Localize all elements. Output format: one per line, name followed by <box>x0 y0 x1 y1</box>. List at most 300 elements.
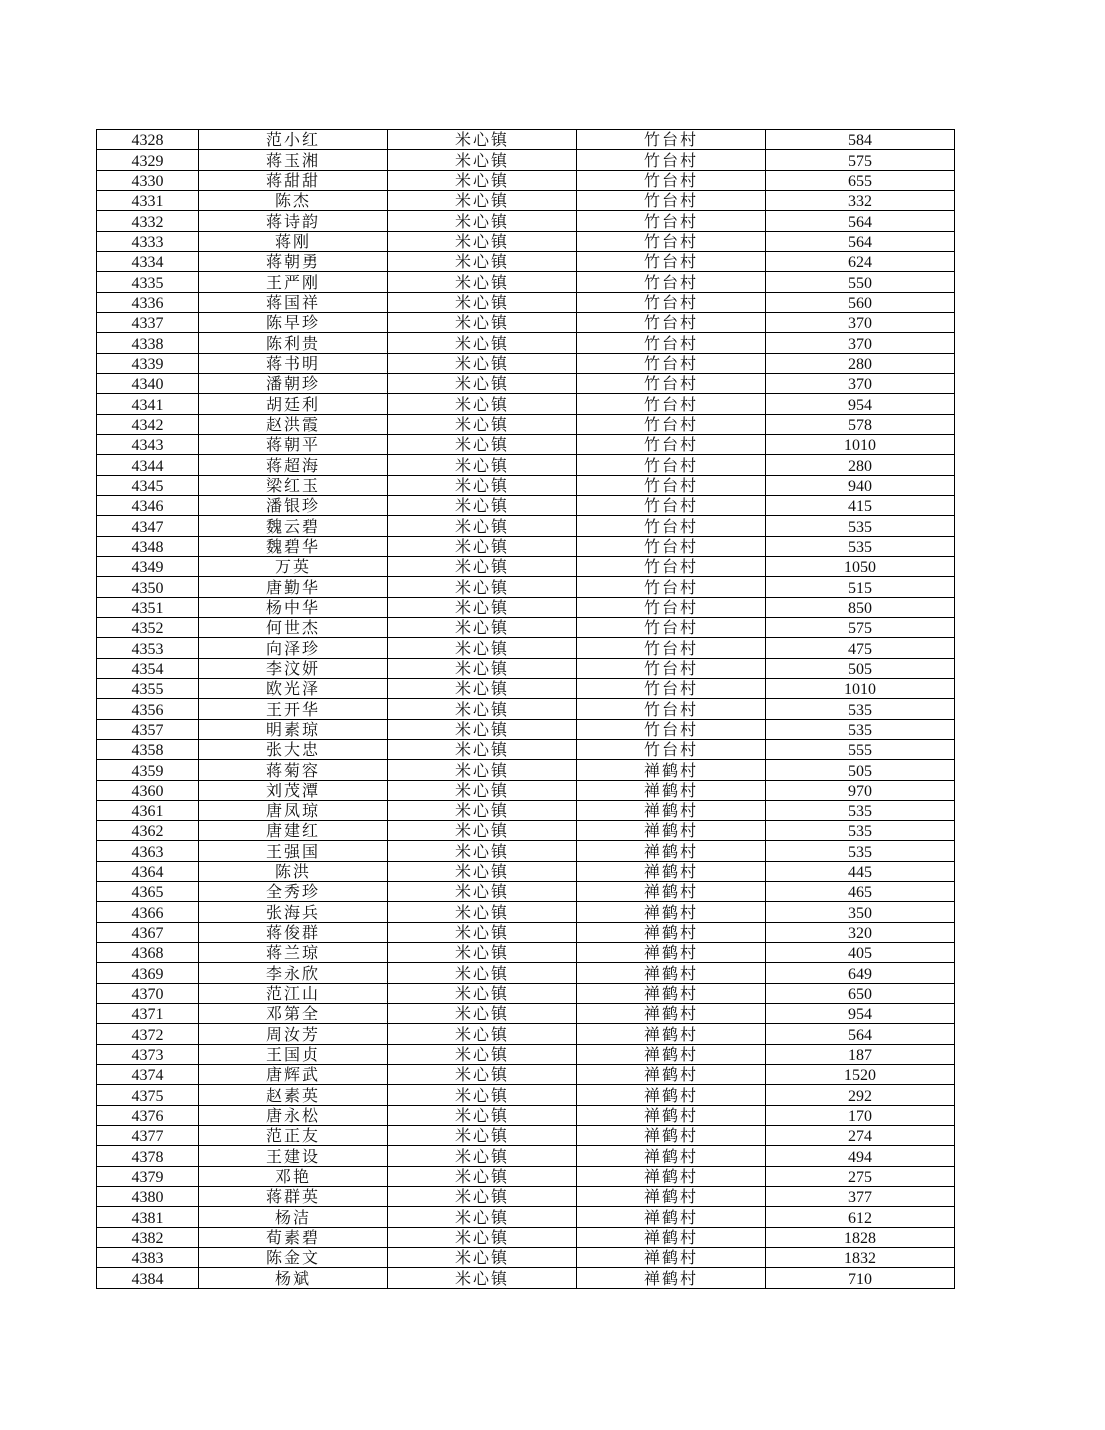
row-id-cell: 4347 <box>97 516 199 536</box>
town-cell: 米心镇 <box>388 1207 577 1227</box>
table-row <box>97 292 955 312</box>
village-cell: 禅鹤村 <box>577 1085 766 1105</box>
table-row <box>97 577 955 597</box>
row-id-cell: 4354 <box>97 658 199 678</box>
row-id-cell: 4382 <box>97 1227 199 1247</box>
row-id-cell: 4344 <box>97 455 199 475</box>
table-row <box>97 943 955 963</box>
name-cell: 欧光泽 <box>199 678 388 698</box>
amount-cell: 370 <box>766 373 955 393</box>
town-cell: 米心镇 <box>388 1268 577 1288</box>
town-cell: 米心镇 <box>388 983 577 1003</box>
town-cell: 米心镇 <box>388 841 577 861</box>
amount-cell: 415 <box>766 495 955 515</box>
name-cell: 蒋菊容 <box>199 760 388 780</box>
row-id-cell: 4366 <box>97 902 199 922</box>
amount-cell: 377 <box>766 1187 955 1207</box>
amount-cell: 560 <box>766 292 955 312</box>
table-row <box>97 841 955 861</box>
table-row <box>97 1085 955 1105</box>
row-id-cell: 4336 <box>97 292 199 312</box>
name-cell: 李汶妍 <box>199 658 388 678</box>
table-row <box>97 1187 955 1207</box>
table-row <box>97 902 955 922</box>
name-cell: 全秀珍 <box>199 882 388 902</box>
amount-cell: 405 <box>766 943 955 963</box>
amount-cell: 1828 <box>766 1227 955 1247</box>
table-row <box>97 739 955 759</box>
amount-cell: 564 <box>766 231 955 251</box>
village-cell: 竹台村 <box>577 190 766 210</box>
table-row <box>97 719 955 739</box>
row-id-cell: 4340 <box>97 373 199 393</box>
name-cell: 陈洪 <box>199 861 388 881</box>
village-cell: 禅鹤村 <box>577 1044 766 1064</box>
table-body <box>97 130 955 1289</box>
village-cell: 禅鹤村 <box>577 1065 766 1085</box>
name-cell: 唐勤华 <box>199 577 388 597</box>
amount-cell: 575 <box>766 617 955 637</box>
town-cell: 米心镇 <box>388 1065 577 1085</box>
village-cell: 竹台村 <box>577 170 766 190</box>
village-cell: 竹台村 <box>577 495 766 515</box>
name-cell: 明素琼 <box>199 719 388 739</box>
village-cell: 竹台村 <box>577 150 766 170</box>
village-cell: 竹台村 <box>577 373 766 393</box>
amount-cell: 332 <box>766 190 955 210</box>
amount-cell: 970 <box>766 780 955 800</box>
table-row <box>97 1166 955 1186</box>
amount-cell: 494 <box>766 1146 955 1166</box>
name-cell: 胡廷利 <box>199 394 388 414</box>
amount-cell: 505 <box>766 658 955 678</box>
table-row <box>97 414 955 434</box>
name-cell: 王国贞 <box>199 1044 388 1064</box>
name-cell: 赵洪霞 <box>199 414 388 434</box>
row-id-cell: 4351 <box>97 597 199 617</box>
village-cell: 禅鹤村 <box>577 760 766 780</box>
name-cell: 邓第全 <box>199 1004 388 1024</box>
row-id-cell: 4376 <box>97 1105 199 1125</box>
row-id-cell: 4381 <box>97 1207 199 1227</box>
row-id-cell: 4373 <box>97 1044 199 1064</box>
village-cell: 禅鹤村 <box>577 821 766 841</box>
town-cell: 米心镇 <box>388 1085 577 1105</box>
row-id-cell: 4377 <box>97 1126 199 1146</box>
village-cell: 竹台村 <box>577 556 766 576</box>
town-cell: 米心镇 <box>388 943 577 963</box>
table-row <box>97 1065 955 1085</box>
name-cell: 王强国 <box>199 841 388 861</box>
row-id-cell: 4339 <box>97 353 199 373</box>
name-cell: 陈利贵 <box>199 333 388 353</box>
row-id-cell: 4367 <box>97 922 199 942</box>
amount-cell: 370 <box>766 333 955 353</box>
row-id-cell: 4333 <box>97 231 199 251</box>
village-cell: 禅鹤村 <box>577 983 766 1003</box>
village-cell: 竹台村 <box>577 699 766 719</box>
village-cell: 竹台村 <box>577 719 766 739</box>
town-cell: 米心镇 <box>388 414 577 434</box>
town-cell: 米心镇 <box>388 190 577 210</box>
town-cell: 米心镇 <box>388 455 577 475</box>
town-cell: 米心镇 <box>388 394 577 414</box>
village-cell: 禅鹤村 <box>577 841 766 861</box>
name-cell: 蒋朝勇 <box>199 251 388 271</box>
table-row <box>97 312 955 332</box>
row-id-cell: 4338 <box>97 333 199 353</box>
name-cell: 荀素碧 <box>199 1227 388 1247</box>
table-row <box>97 780 955 800</box>
name-cell: 蒋朝平 <box>199 434 388 454</box>
name-cell: 范小红 <box>199 130 388 150</box>
row-id-cell: 4346 <box>97 495 199 515</box>
table-row <box>97 1248 955 1268</box>
town-cell: 米心镇 <box>388 1105 577 1125</box>
name-cell: 梁红玉 <box>199 475 388 495</box>
table-row <box>97 597 955 617</box>
town-cell: 米心镇 <box>388 638 577 658</box>
table-row <box>97 1126 955 1146</box>
amount-cell: 584 <box>766 130 955 150</box>
village-cell: 竹台村 <box>577 638 766 658</box>
name-cell: 张海兵 <box>199 902 388 922</box>
row-id-cell: 4362 <box>97 821 199 841</box>
village-cell: 禅鹤村 <box>577 1268 766 1288</box>
town-cell: 米心镇 <box>388 495 577 515</box>
village-cell: 禅鹤村 <box>577 922 766 942</box>
table-row <box>97 1004 955 1024</box>
row-id-cell: 4374 <box>97 1065 199 1085</box>
town-cell: 米心镇 <box>388 1166 577 1186</box>
amount-cell: 624 <box>766 251 955 271</box>
amount-cell: 1010 <box>766 434 955 454</box>
village-cell: 禅鹤村 <box>577 1126 766 1146</box>
town-cell: 米心镇 <box>388 577 577 597</box>
table-row <box>97 190 955 210</box>
table-row <box>97 1024 955 1044</box>
row-id-cell: 4365 <box>97 882 199 902</box>
table-row <box>97 1227 955 1247</box>
table-row <box>97 536 955 556</box>
village-cell: 竹台村 <box>577 434 766 454</box>
name-cell: 王建设 <box>199 1146 388 1166</box>
row-id-cell: 4380 <box>97 1187 199 1207</box>
amount-cell: 649 <box>766 963 955 983</box>
row-id-cell: 4329 <box>97 150 199 170</box>
row-id-cell: 4378 <box>97 1146 199 1166</box>
row-id-cell: 4337 <box>97 312 199 332</box>
town-cell: 米心镇 <box>388 1227 577 1247</box>
table-row <box>97 211 955 231</box>
village-cell: 竹台村 <box>577 739 766 759</box>
amount-cell: 535 <box>766 800 955 820</box>
name-cell: 蒋刚 <box>199 231 388 251</box>
table-row <box>97 130 955 150</box>
village-cell: 竹台村 <box>577 231 766 251</box>
village-cell: 禅鹤村 <box>577 1004 766 1024</box>
row-id-cell: 4345 <box>97 475 199 495</box>
table-row <box>97 170 955 190</box>
row-id-cell: 4358 <box>97 739 199 759</box>
name-cell: 魏碧华 <box>199 536 388 556</box>
name-cell: 蒋玉湘 <box>199 150 388 170</box>
row-id-cell: 4349 <box>97 556 199 576</box>
town-cell: 米心镇 <box>388 312 577 332</box>
row-id-cell: 4352 <box>97 617 199 637</box>
name-cell: 蒋诗韵 <box>199 211 388 231</box>
village-cell: 竹台村 <box>577 353 766 373</box>
table-row <box>97 353 955 373</box>
town-cell: 米心镇 <box>388 719 577 739</box>
village-cell: 禅鹤村 <box>577 861 766 881</box>
amount-cell: 555 <box>766 739 955 759</box>
amount-cell: 1832 <box>766 1248 955 1268</box>
amount-cell: 535 <box>766 516 955 536</box>
town-cell: 米心镇 <box>388 963 577 983</box>
table-row <box>97 861 955 881</box>
town-cell: 米心镇 <box>388 922 577 942</box>
town-cell: 米心镇 <box>388 800 577 820</box>
name-cell: 赵素英 <box>199 1085 388 1105</box>
name-cell: 何世杰 <box>199 617 388 637</box>
village-cell: 竹台村 <box>577 333 766 353</box>
row-id-cell: 4341 <box>97 394 199 414</box>
row-id-cell: 4370 <box>97 983 199 1003</box>
table-row <box>97 455 955 475</box>
town-cell: 米心镇 <box>388 231 577 251</box>
name-cell: 蒋群英 <box>199 1187 388 1207</box>
amount-cell: 940 <box>766 475 955 495</box>
town-cell: 米心镇 <box>388 739 577 759</box>
table-row <box>97 434 955 454</box>
town-cell: 米心镇 <box>388 1248 577 1268</box>
amount-cell: 650 <box>766 983 955 1003</box>
village-cell: 禅鹤村 <box>577 1024 766 1044</box>
town-cell: 米心镇 <box>388 597 577 617</box>
town-cell: 米心镇 <box>388 617 577 637</box>
name-cell: 刘茂潭 <box>199 780 388 800</box>
table-row <box>97 882 955 902</box>
name-cell: 杨洁 <box>199 1207 388 1227</box>
table-row <box>97 638 955 658</box>
town-cell: 米心镇 <box>388 821 577 841</box>
amount-cell: 275 <box>766 1166 955 1186</box>
village-cell: 竹台村 <box>577 617 766 637</box>
name-cell: 万英 <box>199 556 388 576</box>
name-cell: 陈早珍 <box>199 312 388 332</box>
village-cell: 竹台村 <box>577 455 766 475</box>
row-id-cell: 4363 <box>97 841 199 861</box>
amount-cell: 445 <box>766 861 955 881</box>
name-cell: 唐永松 <box>199 1105 388 1125</box>
amount-cell: 274 <box>766 1126 955 1146</box>
town-cell: 米心镇 <box>388 373 577 393</box>
name-cell: 蒋国祥 <box>199 292 388 312</box>
village-cell: 竹台村 <box>577 414 766 434</box>
row-id-cell: 4359 <box>97 760 199 780</box>
town-cell: 米心镇 <box>388 1024 577 1044</box>
table-row <box>97 556 955 576</box>
village-cell: 禅鹤村 <box>577 902 766 922</box>
name-cell: 蒋超海 <box>199 455 388 475</box>
name-cell: 李永欣 <box>199 963 388 983</box>
table-row <box>97 1268 955 1288</box>
town-cell: 米心镇 <box>388 902 577 922</box>
row-id-cell: 4350 <box>97 577 199 597</box>
row-id-cell: 4356 <box>97 699 199 719</box>
table-row <box>97 760 955 780</box>
table-row <box>97 475 955 495</box>
village-cell: 禅鹤村 <box>577 800 766 820</box>
town-cell: 米心镇 <box>388 658 577 678</box>
name-cell: 王严刚 <box>199 272 388 292</box>
name-cell: 蒋书明 <box>199 353 388 373</box>
town-cell: 米心镇 <box>388 780 577 800</box>
village-cell: 禅鹤村 <box>577 1166 766 1186</box>
row-id-cell: 4383 <box>97 1248 199 1268</box>
name-cell: 唐建红 <box>199 821 388 841</box>
amount-cell: 550 <box>766 272 955 292</box>
name-cell: 蒋俊群 <box>199 922 388 942</box>
row-id-cell: 4372 <box>97 1024 199 1044</box>
amount-cell: 655 <box>766 170 955 190</box>
name-cell: 潘银珍 <box>199 495 388 515</box>
village-cell: 竹台村 <box>577 475 766 495</box>
name-cell: 杨斌 <box>199 1268 388 1288</box>
village-cell: 竹台村 <box>577 292 766 312</box>
amount-cell: 564 <box>766 1024 955 1044</box>
amount-cell: 505 <box>766 760 955 780</box>
amount-cell: 710 <box>766 1268 955 1288</box>
amount-cell: 575 <box>766 150 955 170</box>
village-cell: 禅鹤村 <box>577 1248 766 1268</box>
row-id-cell: 4332 <box>97 211 199 231</box>
row-id-cell: 4368 <box>97 943 199 963</box>
village-cell: 竹台村 <box>577 658 766 678</box>
town-cell: 米心镇 <box>388 861 577 881</box>
row-id-cell: 4384 <box>97 1268 199 1288</box>
table-row <box>97 516 955 536</box>
name-cell: 唐凤琼 <box>199 800 388 820</box>
village-cell: 禅鹤村 <box>577 963 766 983</box>
table-row <box>97 922 955 942</box>
table-row <box>97 333 955 353</box>
row-id-cell: 4371 <box>97 1004 199 1024</box>
town-cell: 米心镇 <box>388 251 577 271</box>
amount-cell: 954 <box>766 394 955 414</box>
subsidy-table <box>96 129 955 1289</box>
table-row <box>97 251 955 271</box>
row-id-cell: 4330 <box>97 170 199 190</box>
village-cell: 竹台村 <box>577 577 766 597</box>
row-id-cell: 4342 <box>97 414 199 434</box>
table-row <box>97 1146 955 1166</box>
town-cell: 米心镇 <box>388 333 577 353</box>
table-row <box>97 1105 955 1125</box>
village-cell: 禅鹤村 <box>577 780 766 800</box>
amount-cell: 612 <box>766 1207 955 1227</box>
town-cell: 米心镇 <box>388 353 577 373</box>
row-id-cell: 4353 <box>97 638 199 658</box>
amount-cell: 1010 <box>766 678 955 698</box>
town-cell: 米心镇 <box>388 556 577 576</box>
town-cell: 米心镇 <box>388 678 577 698</box>
village-cell: 禅鹤村 <box>577 943 766 963</box>
table-row <box>97 678 955 698</box>
town-cell: 米心镇 <box>388 475 577 495</box>
village-cell: 竹台村 <box>577 211 766 231</box>
village-cell: 禅鹤村 <box>577 1207 766 1227</box>
amount-cell: 350 <box>766 902 955 922</box>
name-cell: 范正友 <box>199 1126 388 1146</box>
amount-cell: 515 <box>766 577 955 597</box>
amount-cell: 535 <box>766 821 955 841</box>
town-cell: 米心镇 <box>388 434 577 454</box>
table-row <box>97 272 955 292</box>
village-cell: 禅鹤村 <box>577 1105 766 1125</box>
village-cell: 竹台村 <box>577 394 766 414</box>
town-cell: 米心镇 <box>388 130 577 150</box>
town-cell: 米心镇 <box>388 699 577 719</box>
name-cell: 魏云碧 <box>199 516 388 536</box>
table-row <box>97 394 955 414</box>
town-cell: 米心镇 <box>388 1044 577 1064</box>
town-cell: 米心镇 <box>388 1187 577 1207</box>
town-cell: 米心镇 <box>388 1126 577 1146</box>
amount-cell: 292 <box>766 1085 955 1105</box>
amount-cell: 475 <box>766 638 955 658</box>
table-row <box>97 821 955 841</box>
village-cell: 禅鹤村 <box>577 1227 766 1247</box>
table-row <box>97 231 955 251</box>
table-row <box>97 1207 955 1227</box>
row-id-cell: 4375 <box>97 1085 199 1105</box>
table-row <box>97 699 955 719</box>
town-cell: 米心镇 <box>388 150 577 170</box>
row-id-cell: 4328 <box>97 130 199 150</box>
row-id-cell: 4357 <box>97 719 199 739</box>
amount-cell: 465 <box>766 882 955 902</box>
village-cell: 竹台村 <box>577 272 766 292</box>
table-row <box>97 963 955 983</box>
table-row <box>97 983 955 1003</box>
town-cell: 米心镇 <box>388 536 577 556</box>
amount-cell: 535 <box>766 719 955 739</box>
village-cell: 竹台村 <box>577 678 766 698</box>
village-cell: 竹台村 <box>577 130 766 150</box>
name-cell: 周汝芳 <box>199 1024 388 1044</box>
row-id-cell: 4348 <box>97 536 199 556</box>
name-cell: 杨中华 <box>199 597 388 617</box>
amount-cell: 850 <box>766 597 955 617</box>
amount-cell: 280 <box>766 455 955 475</box>
town-cell: 米心镇 <box>388 211 577 231</box>
amount-cell: 564 <box>766 211 955 231</box>
village-cell: 竹台村 <box>577 251 766 271</box>
town-cell: 米心镇 <box>388 170 577 190</box>
name-cell: 邓艳 <box>199 1166 388 1186</box>
row-id-cell: 4334 <box>97 251 199 271</box>
village-cell: 竹台村 <box>577 536 766 556</box>
amount-cell: 170 <box>766 1105 955 1125</box>
name-cell: 张大忠 <box>199 739 388 759</box>
amount-cell: 954 <box>766 1004 955 1024</box>
village-cell: 竹台村 <box>577 597 766 617</box>
row-id-cell: 4360 <box>97 780 199 800</box>
table-row <box>97 617 955 637</box>
town-cell: 米心镇 <box>388 1146 577 1166</box>
